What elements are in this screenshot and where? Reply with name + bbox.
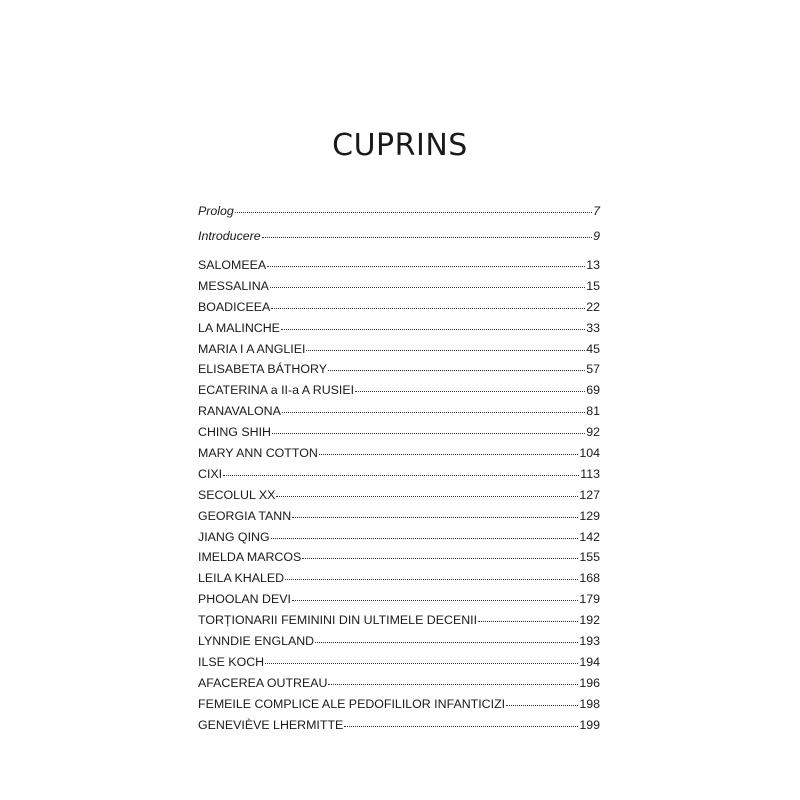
dot-leader [271, 308, 585, 309]
toc-entry [198, 300, 600, 321]
toc-entry-page-number: 69 [586, 383, 600, 398]
toc-entry [198, 550, 600, 571]
toc-entry-title: MARY ANN COTTON [198, 446, 318, 461]
toc-entry-title: LYNNDIE ENGLAND [198, 634, 315, 649]
dot-leader [272, 433, 585, 434]
toc-entry-title: LA MALINCHE [198, 320, 280, 335]
dot-leader [276, 496, 578, 497]
toc-entry-page-number: 196 [579, 675, 600, 690]
toc-entry [198, 676, 600, 697]
toc-entry [198, 342, 600, 363]
toc-entry-title: SALOMEEA [198, 258, 267, 272]
toc-entry-title: JIANG QING [198, 529, 270, 544]
toc-entry-page-number: 142 [579, 529, 600, 544]
toc-entry-title: PHOOLAN DEVI [198, 592, 291, 607]
dot-leader [315, 642, 578, 643]
toc-entry [198, 697, 600, 718]
toc-entry-title: BOADICEEA [198, 299, 271, 314]
toc-entry-page-number: 192 [579, 613, 600, 628]
toc-entry [198, 634, 600, 655]
dot-leader [355, 391, 585, 392]
toc-entry [198, 279, 600, 300]
toc-entry [198, 362, 600, 383]
toc-entry [198, 613, 600, 634]
toc-entry-page-number: 199 [579, 717, 600, 732]
toc-entry-title: LEILA KHALED [198, 571, 285, 586]
toc-entry [198, 204, 600, 229]
toc-entry-page-number: 15 [586, 278, 600, 293]
toc-entry [198, 383, 600, 404]
toc-entry-page-number: 193 [579, 634, 600, 649]
toc-entry [198, 530, 600, 551]
toc-entry-title: MARIA I A ANGLIEI [198, 341, 306, 356]
table-of-contents [198, 204, 600, 738]
toc-entry-title: IMELDA MARCOS [198, 550, 302, 565]
dot-leader [270, 287, 585, 288]
toc-entry [198, 425, 600, 446]
toc-entry-title: GENEVIÈVE LHERMITTE [198, 717, 344, 732]
toc-entry [198, 488, 600, 509]
toc-entry-title: CHING SHIH [198, 425, 271, 440]
toc-entry-page-number: 92 [586, 425, 600, 440]
toc-entry-title: FEMEILE COMPLICE ALE PEDOFILILOR INFANTICIZI [198, 696, 506, 711]
dot-leader [344, 726, 578, 727]
dot-leader [478, 621, 578, 622]
toc-entry-title: Prolog [198, 204, 234, 218]
dot-leader [292, 600, 578, 601]
toc-entry [198, 404, 600, 425]
dot-leader [271, 538, 579, 539]
toc-entry [198, 592, 600, 613]
page-title: CUPRINS [332, 128, 468, 163]
toc-entry-page-number: 113 [580, 466, 600, 481]
toc-entry-title: TORȚIONARII FEMININI DIN ULTIMELE DECENII [198, 613, 478, 628]
toc-entry-page-number: 9 [593, 229, 600, 243]
toc-entry-page-number: 13 [586, 258, 600, 272]
toc-entry-page-number: 194 [579, 654, 600, 669]
dot-leader [328, 684, 578, 685]
toc-entry-page-number: 45 [586, 341, 600, 356]
toc-entry [198, 229, 600, 258]
toc-entry [198, 446, 600, 467]
toc-entry-page-number: 104 [579, 446, 600, 461]
toc-entry-page-number: 129 [579, 508, 600, 523]
toc-entry-title: ECATERINA a II-a A RUSIEI [198, 383, 355, 398]
dot-leader [506, 705, 578, 706]
dot-leader [285, 579, 578, 580]
toc-entry-title: MESSALINA [198, 278, 269, 293]
toc-entry-page-number: 155 [579, 550, 600, 565]
toc-entry [198, 509, 600, 530]
toc-entry-title: SECOLUL XX [198, 487, 276, 502]
dot-leader [265, 663, 578, 664]
toc-entry [198, 467, 600, 488]
dot-leader [223, 475, 579, 476]
toc-entry-title: GEORGIA TANN [198, 508, 292, 523]
dot-leader [281, 329, 585, 330]
toc-entry [198, 258, 600, 279]
toc-entry-page-number: 127 [579, 487, 600, 502]
toc-entry-page-number: 57 [586, 362, 600, 377]
toc-entry [198, 718, 600, 739]
dot-leader [302, 558, 578, 559]
toc-entry-page-number: 198 [579, 696, 600, 711]
toc-entry-page-number: 22 [586, 299, 600, 314]
dot-leader [306, 350, 585, 351]
dot-leader [267, 266, 585, 267]
toc-entry [198, 655, 600, 676]
dot-leader [262, 237, 592, 238]
toc-entry-page-number: 81 [586, 404, 600, 419]
toc-entry-page-number: 179 [579, 592, 600, 607]
dot-leader [235, 212, 592, 213]
dot-leader [282, 412, 585, 413]
dot-leader [328, 370, 585, 371]
toc-entry-page-number: 168 [579, 571, 600, 586]
dot-leader [292, 517, 578, 518]
toc-entry-title: ELISABETA BÁTHORY [198, 362, 327, 377]
toc-entry-title: ILSE KOCH [198, 654, 265, 669]
toc-entry-title: Introducere [198, 229, 261, 243]
toc-entry [198, 321, 600, 342]
toc-entry [198, 571, 600, 592]
toc-entry-page-number: 7 [593, 204, 600, 218]
toc-entry-title: AFACEREA OUTREAU [198, 675, 328, 690]
dot-leader [319, 454, 579, 455]
toc-entry-title: RANAVALONA [198, 404, 281, 419]
toc-entry-title: CIXI [198, 466, 223, 481]
toc-entry-page-number: 33 [586, 320, 600, 335]
